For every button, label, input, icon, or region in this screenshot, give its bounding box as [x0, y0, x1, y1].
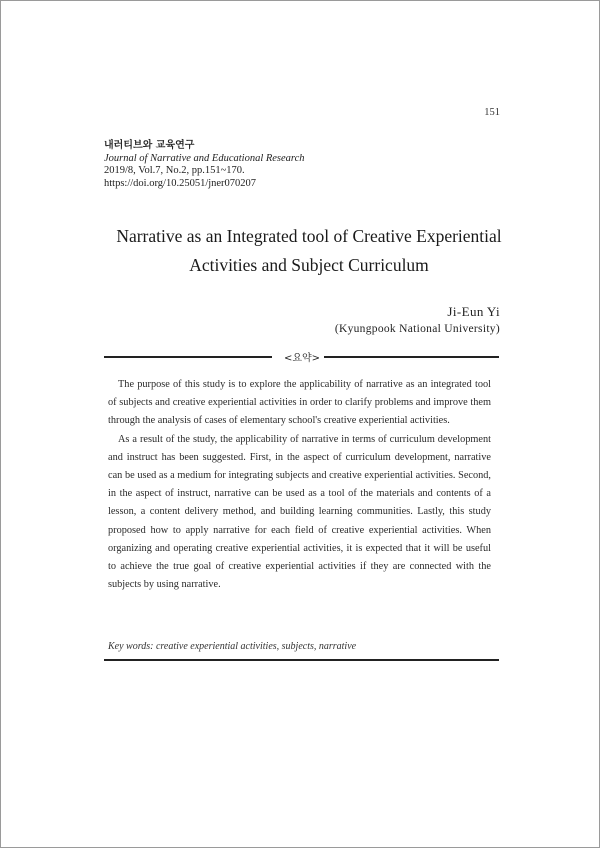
paper-title [104, 222, 514, 280]
journal-info [104, 140, 305, 190]
page-number: 151 [484, 107, 500, 118]
author-name: Ji-Eun Yi [447, 304, 500, 319]
author-affiliation: (Kyungpook National University) [334, 323, 500, 335]
abstract-rule-right [324, 356, 499, 358]
abstract-header [104, 349, 499, 363]
abstract-paragraph: The purpose of this study is to explore the applicability of narrative as an integrated tool of subjects and creative experiential activities in order to clarify problems and improve them through the analysis of cases of elementary school's creative experiential activities. [108, 379, 491, 427]
journal-issue: 2019/8, Vol.7, No.2, pp.151~170. [104, 165, 245, 177]
journal-english-name: Journal of Narrative and Educational Research [104, 152, 305, 164]
journal-korean-name: 내러티브와 교육연구 [104, 140, 195, 151]
abstract-label: <요약> [283, 353, 321, 364]
abstract-paragraph: As a result of the study, the applicability of narrative in terms of curriculum development and instruct has been suggested. First, in the aspect of curriculum development, narrative can be used as a medium for integrating subjects and creative experiential activities. Second, in the aspect of instruct, narrative can be used as a tool of the materials and contents of a lesson, a content delivery method, and building learning communities. Lastly, this study proposed how to apply narrative for each field of creative experiential activities. When organizing and operating creative experiential activities, it is expected that it will be useful to achieve the true goal of creative experiential activities if they are connected with the subjects by using narrative. [108, 433, 491, 591]
bottom-rule [104, 659, 499, 661]
title-line-2: Activities and Subject Curriculum [189, 255, 429, 275]
journal-doi[interactable]: https://doi.org/10.25051/jner070207 [104, 177, 257, 189]
abstract-rule-left [104, 356, 272, 358]
title-line-1: Narrative as an Integrated tool of Creative Experiential [116, 226, 502, 246]
abstract-body [108, 376, 491, 594]
keywords: Key words: creative experiential activities, subjects, narrative [108, 641, 357, 652]
